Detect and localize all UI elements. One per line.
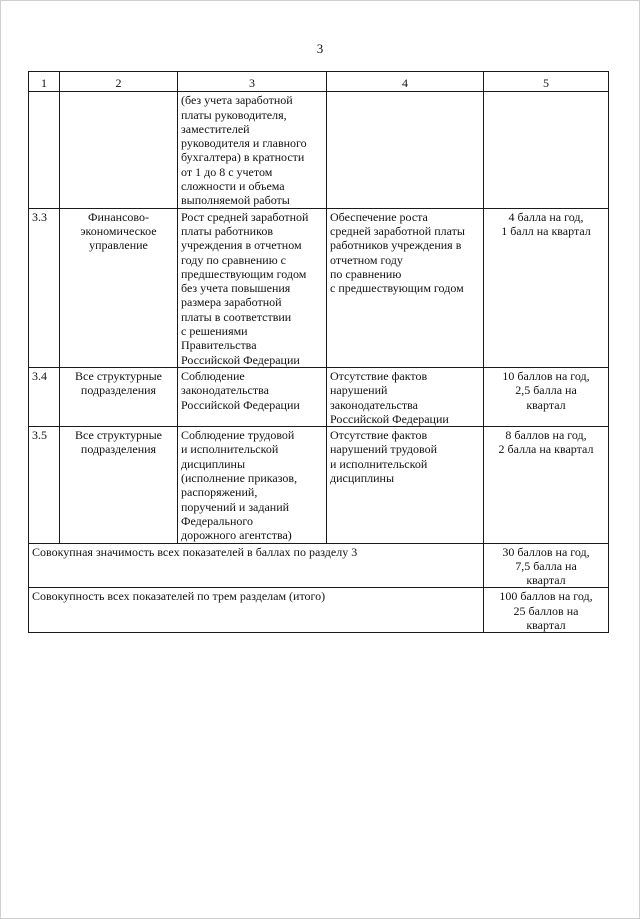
- indicator-line: нарушений трудовой: [330, 442, 438, 457]
- points-cell: [484, 367, 609, 426]
- row-number: 3.5: [29, 427, 60, 543]
- row-number: [29, 92, 60, 208]
- total-points-line: 25 баллов на: [513, 603, 579, 618]
- table-row: [29, 367, 609, 426]
- criterion-line: выполняемой работы: [181, 193, 290, 208]
- division-line: подразделения: [80, 383, 157, 398]
- points-line: 1 балл на квартал: [501, 223, 591, 238]
- indicator-line: дисциплины: [330, 471, 395, 486]
- page-number: 3: [316, 41, 324, 56]
- criterion-line: размера заработной: [181, 295, 282, 310]
- row-number: 3.4: [29, 367, 60, 426]
- table-row: [29, 208, 609, 367]
- total-points-line: квартал: [526, 573, 566, 588]
- criterion-cell: [178, 208, 327, 367]
- indicator-cell: [327, 92, 484, 208]
- division-cell: [60, 92, 178, 208]
- row-number: 3.3: [29, 208, 60, 367]
- points-line: 2 балла на квартал: [498, 442, 594, 457]
- criterion-line: Соблюдение: [181, 368, 245, 383]
- indicator-line: отчетном году: [330, 252, 403, 267]
- total-points-line: 100 баллов на год,: [499, 589, 593, 604]
- criterion-line: распоряжений,: [181, 485, 258, 500]
- indicator-line: и исполнительской: [330, 456, 428, 471]
- points-line: 8 баллов на год,: [505, 428, 587, 443]
- division-line: подразделения: [80, 442, 157, 457]
- criterion-line: дисциплины: [181, 456, 246, 471]
- indicator-line: средней заработной платы: [330, 223, 465, 238]
- criterion-line: платы руководителя,: [181, 107, 287, 122]
- criterion-line: Российской Федерации: [181, 397, 300, 412]
- criterion-line: руководителя и главного: [181, 136, 307, 151]
- indicator-line: Отсутствие фактов: [330, 368, 428, 383]
- criterion-line: законодательства: [181, 383, 269, 398]
- criterion-line: и исполнительской: [181, 442, 279, 457]
- column-header: 2: [60, 72, 178, 92]
- points-cell: [484, 92, 609, 208]
- column-header: 3: [178, 72, 327, 92]
- division-line: управление: [89, 238, 148, 253]
- points-line: квартал: [526, 397, 566, 412]
- criterion-line: бухгалтера) в кратности: [181, 150, 305, 165]
- total-label: Совокупная значимость всех показателей в баллах по разделу 3: [29, 543, 484, 588]
- criterion-cell: [178, 367, 327, 426]
- criterion-line: без учета повышения: [181, 281, 291, 296]
- criterion-line: году по сравнению с: [181, 252, 287, 267]
- total-label: Совокупность всех показателей по трем разделам (итого): [29, 588, 484, 633]
- indicator-line: Российской Федерации: [330, 411, 449, 426]
- table-header-row: [29, 72, 609, 92]
- table-row: [29, 427, 609, 543]
- total-points-line: квартал: [526, 617, 566, 632]
- indicator-line: работников учреждения в: [330, 238, 462, 253]
- points-line: 2,5 балла на: [515, 383, 577, 398]
- division-line: Все структурные: [75, 428, 162, 443]
- indicator-line: Обеспечение роста: [330, 209, 428, 224]
- indicator-line: нарушений: [330, 383, 388, 398]
- indicator-line: по сравнению: [330, 266, 402, 281]
- criterion-line: (исполнение приказов,: [181, 471, 298, 486]
- points-line: 10 баллов на год,: [502, 368, 590, 383]
- criterion-line: заместителей: [181, 121, 250, 136]
- indicator-cell: [327, 427, 484, 543]
- criterion-line: предшествующим годом: [181, 266, 307, 281]
- indicators-table: [28, 71, 609, 633]
- criterion-line: поручений и заданий: [181, 499, 290, 514]
- criterion-line: Рост средней заработной: [181, 209, 309, 224]
- total-points-cell: [484, 543, 609, 588]
- points-line: 4 балла на год,: [508, 209, 584, 224]
- division-cell: [60, 208, 178, 367]
- column-header: 1: [29, 72, 60, 92]
- criterion-line: Соблюдение трудовой: [181, 428, 295, 443]
- criterion-line: Федерального: [181, 513, 254, 528]
- criterion-cell: [178, 427, 327, 543]
- criterion-line: дорожного агентства): [181, 528, 292, 543]
- criterion-line: Правительства: [181, 338, 257, 353]
- points-cell: [484, 208, 609, 367]
- table-row: [29, 92, 609, 208]
- criterion-line: Российской Федерации: [181, 352, 300, 367]
- division-cell: [60, 367, 178, 426]
- division-line: Все структурные: [75, 368, 162, 383]
- criterion-line: платы в соответствии: [181, 309, 292, 324]
- indicator-line: с предшествующим годом: [330, 281, 464, 296]
- total-points-cell: [484, 588, 609, 633]
- total-row: [29, 543, 609, 588]
- criterion-line: от 1 до 8 с учетом: [181, 164, 273, 179]
- criterion-line: (без учета заработной: [181, 93, 293, 108]
- column-header: 5: [484, 72, 609, 92]
- division-line: Финансово-: [88, 209, 149, 224]
- criterion-line: сложности и объема: [181, 179, 285, 194]
- division-line: экономическое: [80, 223, 157, 238]
- indicator-line: законодательства: [330, 397, 418, 412]
- total-row: [29, 588, 609, 633]
- points-cell: [484, 427, 609, 543]
- division-cell: [60, 427, 178, 543]
- total-points-line: 30 баллов на год,: [502, 544, 590, 559]
- total-points-line: 7,5 балла на: [515, 558, 577, 573]
- criterion-cell: [178, 92, 327, 208]
- criterion-line: учреждения в отчетном: [181, 238, 302, 253]
- indicator-cell: [327, 367, 484, 426]
- criterion-line: платы работников: [181, 223, 273, 238]
- column-header: 4: [327, 72, 484, 92]
- indicator-line: Отсутствие фактов: [330, 428, 428, 443]
- criterion-line: с решениями: [181, 324, 248, 339]
- indicator-cell: [327, 208, 484, 367]
